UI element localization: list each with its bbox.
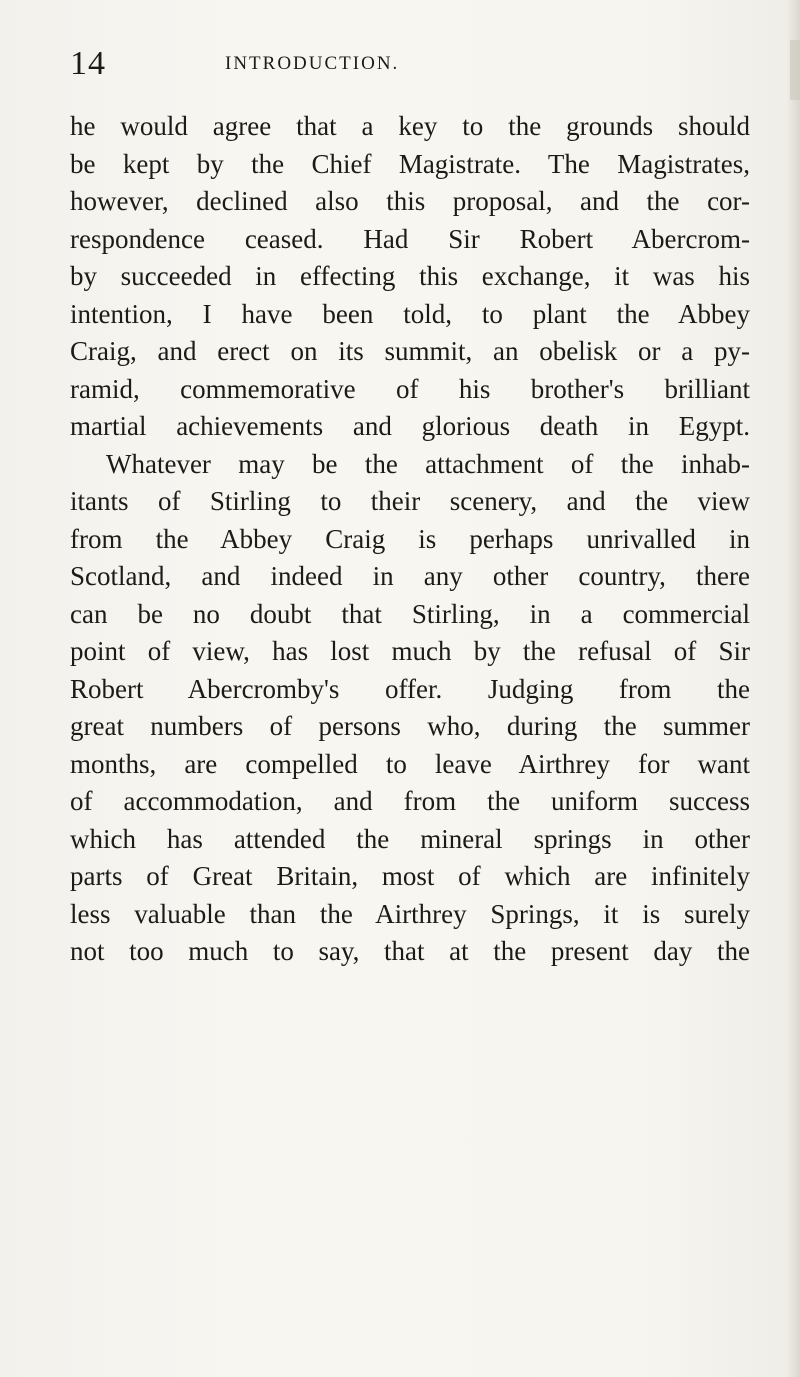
text-line: of accommodation, and from the uniform success: [70, 786, 750, 816]
text-line: Robert Abercromby's offer. Judging from the: [70, 673, 750, 704]
text-line: intention, I have been told, to plant the Abbey: [70, 298, 750, 329]
text-line: point of view, has lost much by the refusal of Sir: [70, 636, 750, 666]
text-line: less valuable than the Airthrey Springs, it is surely: [70, 898, 750, 929]
text-line: by succeeded in effecting this exchange, it was his: [70, 261, 750, 291]
page-edge-shadow: [786, 0, 800, 1377]
text-line: great numbers of persons who, during the summer: [70, 711, 750, 741]
text-line: respondence ceased. Had Sir Robert Abercrom-: [70, 223, 750, 254]
running-head: [70, 44, 750, 84]
text-line: he would agree that a key to the grounds should: [70, 111, 750, 141]
text-line: ramid, commemorative of his brother's brilliant: [70, 373, 750, 404]
page-edge-mark: [790, 40, 800, 100]
paragraph-start-line: Whatever may be the attachment of the inhab-: [106, 448, 750, 479]
text-line: itants of Stirling to their scenery, and the view: [70, 486, 750, 516]
running-title: INTRODUCTION.: [225, 53, 400, 74]
text-line: not too much to say, that at the present day the: [70, 936, 750, 966]
text-line: from the Abbey Craig is perhaps unrivalled in: [70, 523, 750, 554]
page-number: 14: [70, 45, 106, 82]
text-line: Scotland, and indeed in any other country, there: [70, 561, 750, 591]
text-line: Craig, and erect on its summit, an obelisk or a py-: [70, 336, 750, 366]
text-line: parts of Great Britain, most of which are infinitely: [70, 861, 750, 891]
text-line: months, are compelled to leave Airthrey for want: [70, 748, 750, 779]
text-line: however, declined also this proposal, and the cor-: [70, 186, 750, 216]
text-line: martial achievements and glorious death in Egypt.: [70, 411, 750, 441]
text-line: be kept by the Chief Magistrate. The Magistrates,: [70, 148, 750, 179]
text-line: can be no doubt that Stirling, in a commercial: [70, 598, 750, 629]
text-line: which has attended the mineral springs in other: [70, 823, 750, 854]
body-text: [70, 108, 750, 971]
